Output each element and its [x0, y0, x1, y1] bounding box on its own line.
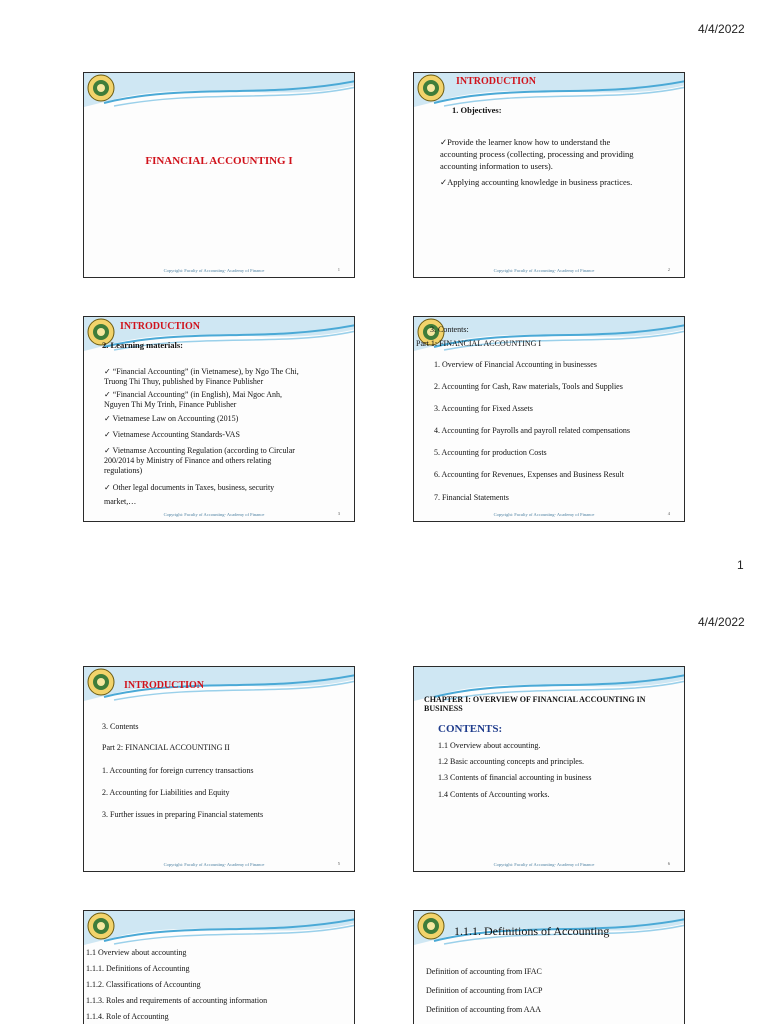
slide-footer: Copyright: Faculty of Accounting- Academy of Finance	[163, 267, 265, 273]
slide-heading: INTRODUCTION	[120, 321, 201, 332]
content-line: 2. Accounting for Liabilities and Equity	[102, 788, 230, 797]
page2-date: 4/4/2022	[698, 615, 745, 629]
academy-logo-icon	[87, 912, 115, 940]
slide-number: 3	[337, 511, 340, 516]
slide-title: FINANCIAL ACCOUNTING I	[145, 155, 293, 167]
slide-banner	[414, 73, 685, 107]
academy-logo-icon	[87, 668, 115, 696]
slide-5	[83, 666, 355, 872]
slide-3	[83, 316, 355, 522]
bullet-line: Nguyen Thi My Trinh, Finance Publisher	[104, 400, 237, 409]
page1-number: 1	[737, 558, 744, 572]
bullet-line: accounting process (collecting, processing and providing	[440, 149, 634, 159]
slide-8	[413, 910, 685, 1024]
slide-heading: INTRODUCTION	[124, 680, 205, 691]
slide-subheading: 1. Objectives:	[452, 105, 502, 115]
slide-number: 2	[667, 267, 670, 272]
content-line: 1. Overview of Financial Accounting in businesses	[434, 360, 597, 369]
bullet-line: ✓ Other legal documents in Taxes, business, security	[104, 483, 275, 492]
contents-label: CONTENTS:	[438, 723, 503, 735]
chapter-heading-cont: BUSINESS	[424, 704, 463, 713]
page1-date: 4/4/2022	[698, 22, 745, 36]
academy-logo-icon	[87, 74, 115, 102]
slide-6	[413, 666, 685, 872]
slide-heading: INTRODUCTION	[456, 76, 537, 87]
slide-banner	[84, 911, 355, 945]
slide-footer: Copyright: Faculty of Accounting- Academy of Finance	[493, 861, 595, 867]
content-line: 1.4 Contents of Accounting works.	[438, 790, 550, 799]
content-line: 3. Accounting for Fixed Assets	[434, 404, 533, 413]
slide-footer: Copyright: Faculty of Accounting- Academy of Finance	[163, 861, 265, 867]
slide-1	[83, 72, 355, 278]
content-line: 1.2 Basic accounting concepts and principles.	[438, 757, 584, 766]
slide-number: 5	[337, 861, 340, 866]
bullet-line: ✓ Vietnamse Accounting Regulation (according to Circular	[104, 446, 295, 455]
slide-heading: 3. Contents:	[430, 325, 469, 334]
bullet-line: regulations)	[104, 466, 143, 475]
content-line: 4. Accounting for Payrolls and payroll related compensations	[434, 426, 630, 435]
bullet-line: ✓ “Financial Accounting” (in English), Mai Ngoc Anh,	[104, 390, 283, 399]
slide-2	[413, 72, 685, 278]
slide-footer: Copyright: Faculty of Accounting- Academy of Finance	[163, 511, 265, 517]
bullet-line: ✓Applying accounting knowledge in business practices.	[440, 177, 633, 187]
content-line: Definition of accounting from IFAC	[426, 967, 542, 976]
academy-logo-icon	[417, 74, 445, 102]
bullet-line: Truong Thi Thuy, published by Finance Publisher	[104, 377, 264, 386]
content-line: 5. Accounting for production Costs	[434, 448, 547, 457]
slide-4	[413, 316, 685, 522]
content-line: 1.1 Overview about accounting.	[438, 741, 541, 750]
content-line: Part 1: FINANCIAL ACCOUNTING I	[416, 339, 542, 348]
content-line: 1.3 Contents of financial accounting in business	[438, 773, 592, 782]
slide-number: 6	[667, 861, 670, 866]
content-line: 1.1.1. Definitions of Accounting	[86, 964, 190, 973]
content-line: 1.1.2. Classifications of Accounting	[86, 980, 201, 989]
slide-number: 1	[337, 267, 340, 272]
slide-subheading: 2. Learning materials:	[102, 340, 183, 350]
bullet-line: accounting information to users).	[440, 161, 553, 171]
academy-logo-icon	[417, 912, 445, 940]
slide-footer: Copyright: Faculty of Accounting- Academy of Finance	[493, 267, 595, 273]
slide-heading: 1.1.1. Definitions of Accounting	[454, 924, 610, 938]
content-line: 3. Contents	[102, 722, 139, 731]
bullet-line: 200/2014 by Ministry of Finance and others relating	[104, 456, 272, 465]
bullet-line: ✓ “Financial Accounting” (in Vietnamese), by Ngo The Chi,	[104, 367, 299, 376]
content-line: 2. Accounting for Cash, Raw materials, Tools and Supplies	[434, 382, 623, 391]
content-line: 1.1.4. Role of Accounting	[86, 1012, 169, 1021]
content-line: Part 2: FINANCIAL ACCOUNTING II	[102, 743, 230, 752]
content-line: 3. Further issues in preparing Financial statements	[102, 810, 264, 819]
content-line: Definition of accounting from AAA	[426, 1005, 542, 1014]
bullet-line: ✓ Vietnamese Accounting Standards-VAS	[104, 430, 240, 439]
bullet-line: ✓ Vietnamese Law on Accounting (2015)	[104, 414, 239, 423]
content-line: 1.1.3. Roles and requirements of accounting information	[86, 996, 268, 1005]
chapter-heading: CHAPTER I: OVERVIEW OF FINANCIAL ACCOUNTING IN	[424, 695, 646, 704]
content-line: 1.1 Overview about accounting	[86, 948, 187, 957]
slide-footer: Copyright: Faculty of Accounting- Academy of Finance	[493, 511, 595, 517]
bullet-line: market,…	[104, 497, 137, 506]
content-line: 6. Accounting for Revenues, Expenses and Business Result	[434, 470, 624, 479]
content-line: Definition of accounting from IACP	[426, 986, 543, 995]
slide-banner	[84, 73, 355, 107]
content-line: 1. Accounting for foreign currency transactions	[102, 766, 254, 775]
slide-number: 4	[667, 511, 670, 516]
content-line: 7. Financial Statements	[434, 493, 509, 502]
slide-7	[83, 910, 355, 1024]
bullet-line: ✓Provide the learner know how to understand the	[440, 137, 611, 147]
